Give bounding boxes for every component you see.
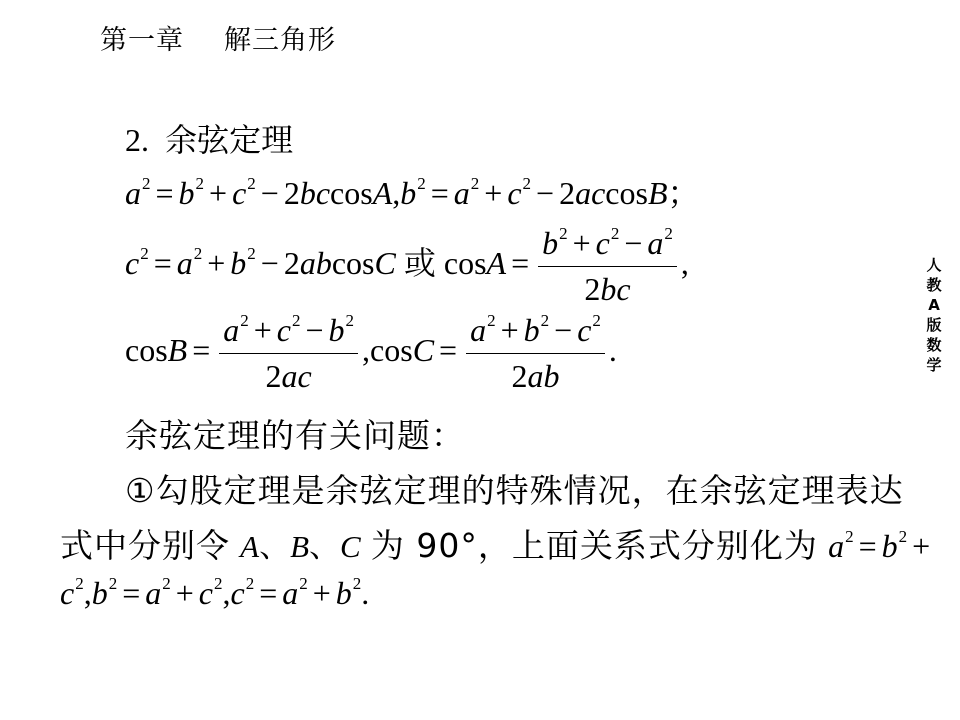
- fraction-cosA: $\frac{b^2 + c^2 - a^2}{2bc}$: [538, 225, 677, 308]
- section-heading: [125, 115, 293, 161]
- section-title: 余弦定理: [165, 121, 294, 159]
- item1-line-2-prefix: 式中分别令: [60, 526, 230, 565]
- item1-line-2: 式中分别令 A、B、C 为 90°，上面关系式分别化为 $a^2 = b^2$ +: [60, 526, 931, 565]
- item1-line-2-mid: 为 90°，上面关系式分别化为: [370, 526, 818, 565]
- page-header: [100, 18, 336, 57]
- item1-line-3: $c^2,b^2 = a^2 + c^2,c^2 = a^2 + b^2$.: [60, 574, 370, 611]
- semicolon: ；: [667, 174, 700, 212]
- side-label: 人 教 A 版 数 学: [926, 256, 942, 374]
- formula-line-2: $c^2 = a^2 + b^2 - 2abcosC$ 或 cosA = $\frac{b^2 + c^2 - a^2}{2bc}$ ,: [125, 224, 689, 307]
- formula-line-3: cosB = $\frac{a^2 + c^2 - b^2}{2ac}$ ,cosC = $\frac{a^2 + b^2 - c^2}{2ab}$ .: [125, 311, 617, 394]
- or-word: 或: [403, 243, 436, 282]
- item1-line-1: ①勾股定理是余弦定理的特殊情况，在余弦定理表达: [125, 471, 904, 510]
- fraction-cosB: $\frac{a^2 + c^2 - b^2}{2ac}$: [219, 312, 358, 395]
- chapter-title: 解三角形: [224, 25, 336, 56]
- fraction-cosC: $\frac{a^2 + b^2 - c^2}{2ab}$: [466, 312, 605, 395]
- related-heading: 余弦定理的有关问题：: [125, 416, 465, 455]
- formula-line-1: $a^2 = b^2 + c^2 - 2bccosA,b^2 = a^2 + c^2 - 2accosB$；: [125, 174, 700, 212]
- chapter-number: 第一章: [100, 25, 184, 56]
- section-number: 2.: [125, 122, 149, 158]
